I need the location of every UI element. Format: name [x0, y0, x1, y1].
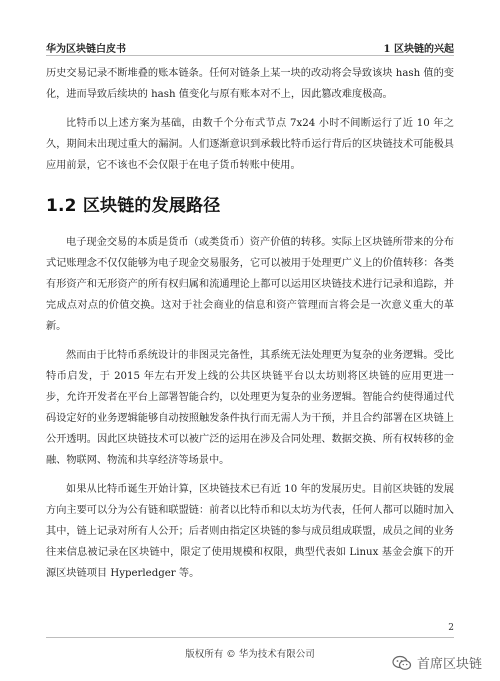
watermark-label: 首席区块链 [416, 657, 482, 672]
wechat-icon [392, 655, 412, 671]
paragraph-value-transfer: 电子现金交易的本质是货币（或类货币）资产价值的转移。实际上区块链所带来的分布式记账理念不仅仅能够为电子现金交易服务，它可以被用于处理更广义上的价值转移：各类有形资产和无形资产的所有权归属和流通理论上都可以运用区块链技术进行记录和追踪，并完成点对点的价值交换。这对于社会商业的信息和资产管理而言将会是一次意义重大的革新。 [46, 237, 454, 332]
paragraph-public-consortium-chains: 如果从比特币诞生开始计算，区块链技术已有近 10 年的发展历史。目前区块链的发展方向主要可以分为公有链和联盟链：前者以比特币和以太坊为代表，任何人都可以随时加入其中，链上记录对所有人公开；后者则由指定区块链的参与成员组成联盟，成员之间的业务往来信息被记录在区块链中，限定了使用规模和权限，典型代表如 Linux 基金会旗下的开源区块链项目 Hyperledger 等。 [46, 484, 454, 579]
footer-divider [46, 637, 454, 638]
paragraph-smart-contracts: 然而由于比特币系统设计的非图灵完备性，其系统无法处理更为复杂的业务逻辑。受比特币启发，于 2015 年左右开发上线的公共区块链平台以太坊则将区块链的应用更进一步，允许开发者在平台上部署智能合约，以处理更为复杂的业务逻辑。智能合约使得通过代码设定好的业务逻辑能够自动按照触发条件执行而无需人为干预，并且合约部署在区块链上公开透明。因此区块链技术可以被广泛的运用在涉及合同处理、数据交换、所有权转移的金融、物联网、物流和共享经济等场景中。 [46, 350, 454, 466]
paragraph-ledger-continuation: 历史交易记录不断堆叠的账本链条。任何对链条上某一块的改动将会导致该块 hash 值的变化，进而导致后续块的 hash 值变化与原有账本对不上，因此篡改难度极高。 [46, 68, 454, 100]
page-body [46, 63, 454, 592]
page-number: 2 [448, 623, 454, 633]
watermark [388, 651, 486, 674]
header-document-title: 华为区块链白皮书 [46, 44, 126, 55]
section-heading: 1.2 区块链的发展路径 [46, 196, 221, 216]
header-chapter-title: 1 区块链的兴起 [383, 44, 454, 55]
paragraph-bitcoin-foundation: 比特币以上述方案为基础，由数千个分布式节点 7x24 小时不间断运行了近 10 年之久，期间未出现过重大的漏洞。人们逐渐意识到承载比特币运行背后的区块链技术可能极具应用前景，它不该也不会仅限于在电子货币转账中使用。 [46, 118, 454, 171]
copyright-notice: 版权所有 © 华为技术有限公司 [185, 649, 315, 660]
header-divider [46, 55, 454, 56]
